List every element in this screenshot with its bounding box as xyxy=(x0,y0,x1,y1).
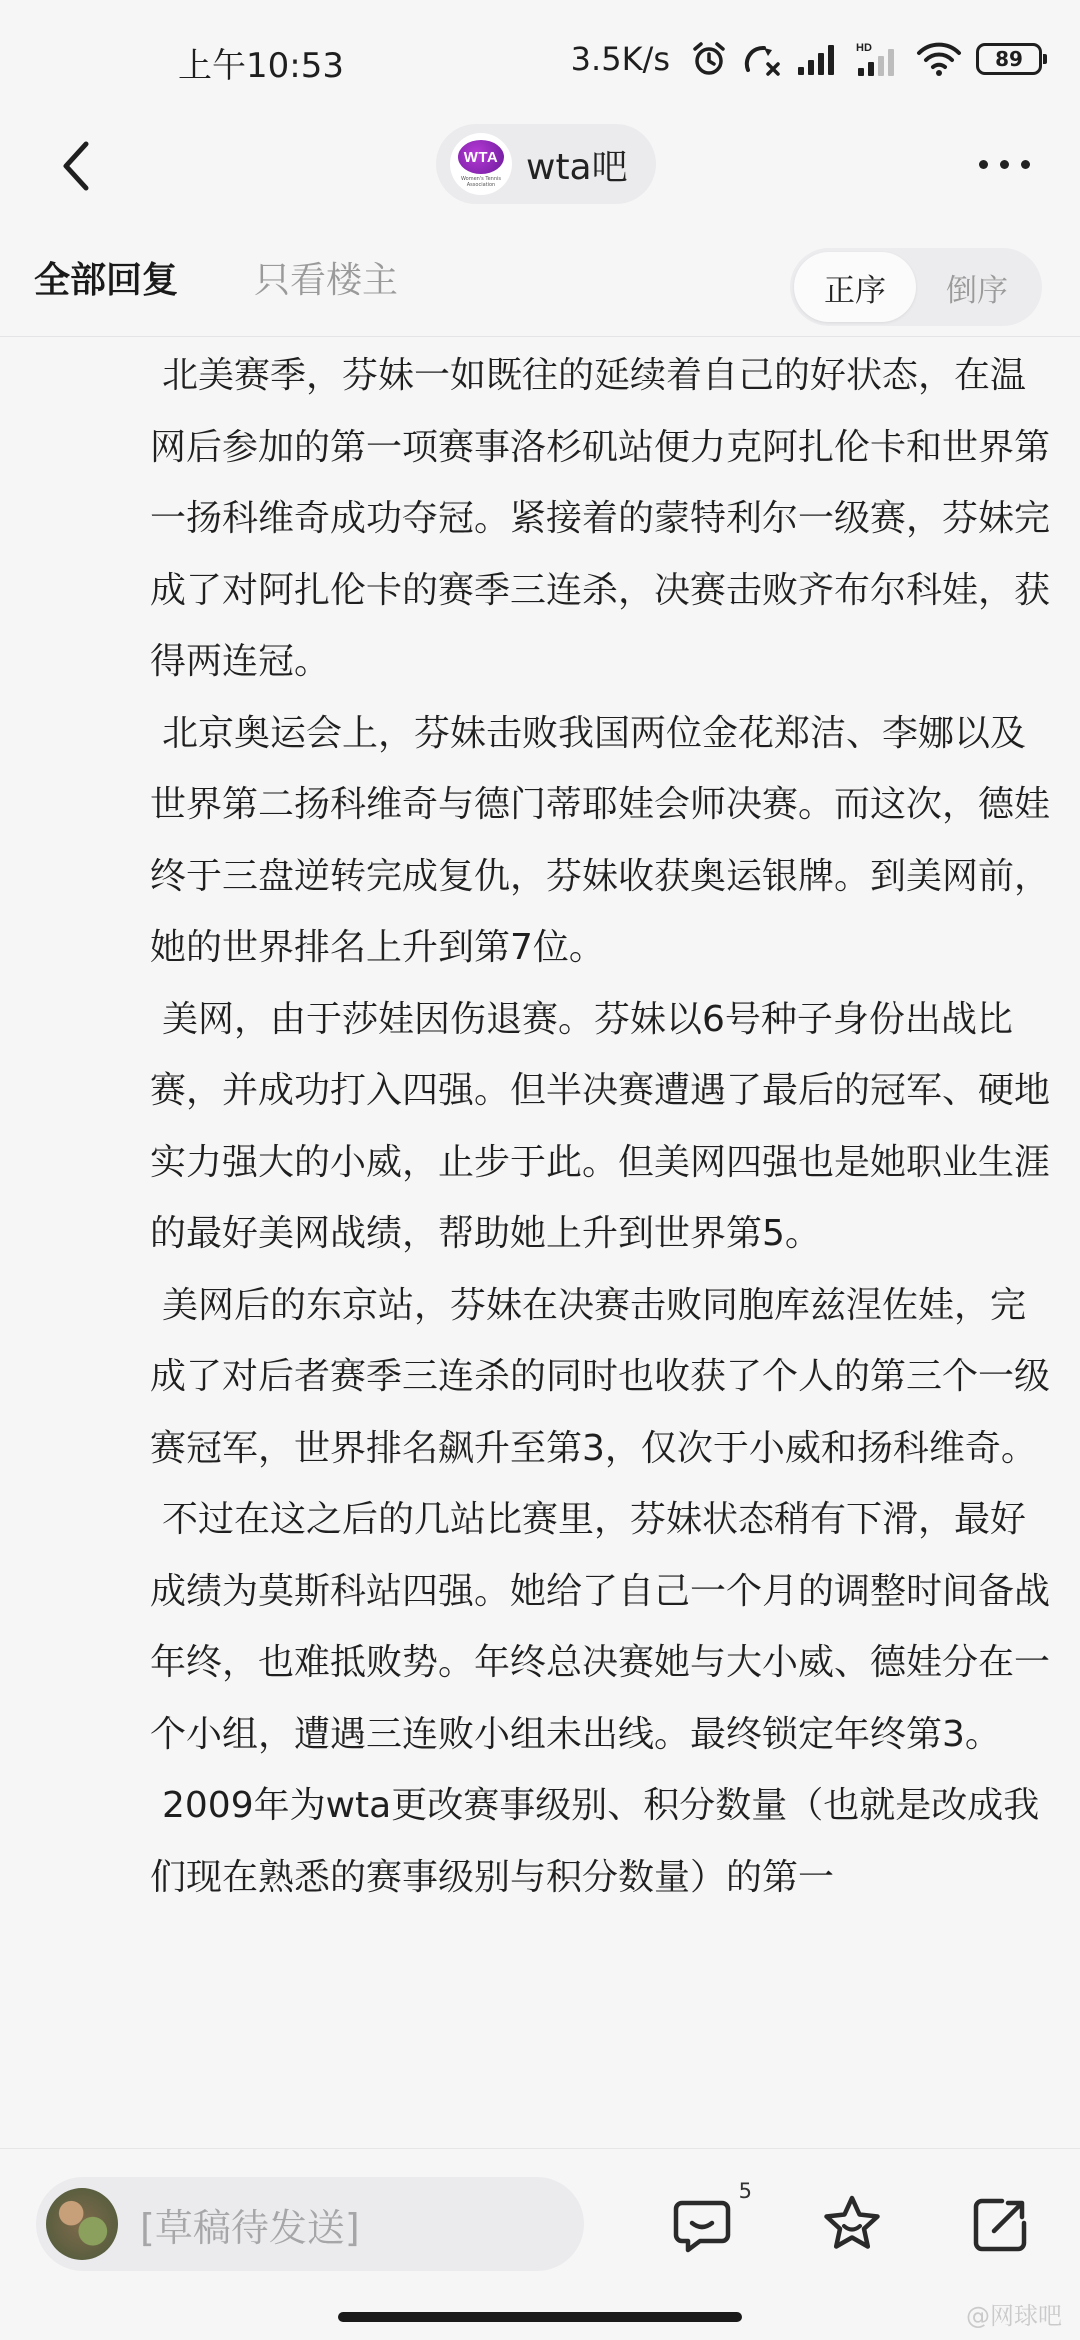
more-button[interactable] xyxy=(964,134,1044,194)
post-paragraph: 2009年为wta更改赛事级别、积分数量（也就是改成我们现在熟悉的赛事级别与积分数量）的第一 xyxy=(150,1785,1040,1898)
hd-signal-icon xyxy=(856,40,902,78)
comment-button[interactable] xyxy=(666,2179,752,2261)
order-descending-button[interactable]: 倒序 xyxy=(946,272,1008,309)
tab-op-only[interactable]: 只看楼主 xyxy=(254,260,399,301)
status-icons xyxy=(571,34,1042,84)
avatar xyxy=(46,2188,118,2260)
more-dot xyxy=(1000,160,1009,169)
chevron-left-icon xyxy=(56,138,96,194)
post-paragraph: 北美赛季，芬妹一如既往的延续着自己的好状态，在温网后参加的第一项赛事洛杉矶站便力克阿扎伦卡和世界第一扬科维奇成功夺冠。紧接着的蒙特利尔一级赛，芬妹完成了对阿扎伦卡的赛季三连杀，决赛击败齐布尔科娃，获得两连冠。 xyxy=(150,355,1051,682)
order-toggle xyxy=(790,248,1042,326)
order-ascending-button[interactable]: 正序 xyxy=(794,252,916,322)
bottom-action-bar xyxy=(0,2148,1080,2299)
svg-text:HD: HD xyxy=(856,42,872,54)
post-paragraph: 不过在这之后的几站比赛里，芬妹状态稍有下滑，最好成绩为莫斯科站四强。她给了自己一个月的调整时间备战年终，也难抵败势。年终总决赛她与大小威、德娃分在一个小组，遭遇三连败小组未出线。最终锁定年终第3。 xyxy=(150,1499,1051,1755)
star-icon xyxy=(819,2192,885,2258)
more-dot xyxy=(979,160,988,169)
post-paragraph: 北京奥运会上，芬妹击败我国两位金花郑洁、李娜以及世界第二扬科维奇与德门蒂耶娃会师决赛。而这次，德娃终于三盘逆转完成复仇，芬妹收获奥运银牌。到美网前，她的世界排名上升到第7位。 xyxy=(150,712,1051,968)
reply-draft-input[interactable] xyxy=(36,2177,584,2271)
share-button[interactable] xyxy=(964,2189,1036,2261)
post-paragraph: 美网，由于莎娃因伤退赛。芬妹以6号种子身份出战比赛，并成功打入四强。但半决赛遭遇了最后的冠军、硬地实力强大的小威，止步于此。但美网四强也是她职业生涯的最好美网战绩，帮助她上升到世界第5。 xyxy=(150,998,1051,1254)
forum-logo xyxy=(450,133,512,195)
title-bar xyxy=(0,112,1080,230)
alarm-icon xyxy=(690,40,728,78)
share-icon xyxy=(968,2193,1032,2257)
network-speed: 3.5K/s xyxy=(570,40,670,78)
post-content xyxy=(150,340,1056,2130)
forum-logo-badge: WTA xyxy=(458,140,504,174)
back-button[interactable] xyxy=(36,126,116,206)
post-paragraph: 美网后的东京站，芬妹在决赛击败同胞库兹涅佐娃，完成了对后者赛季三连杀的同时也收获了个人的第三个一级赛冠军，世界排名飙升至第3，仅次于小威和扬科维奇。 xyxy=(150,1284,1051,1469)
forum-title-pill[interactable] xyxy=(436,124,656,204)
status-time: 上午10:53 xyxy=(178,46,344,86)
reply-filter-bar xyxy=(0,232,1080,337)
comment-count-badge: 5 xyxy=(738,2179,752,2203)
more-dot xyxy=(1021,160,1030,169)
battery-indicator: 89 xyxy=(976,43,1042,75)
no-sim-signal-icon xyxy=(742,40,782,78)
home-indicator[interactable] xyxy=(338,2312,742,2322)
watermark: @网球吧 xyxy=(966,2302,1062,2330)
status-bar xyxy=(0,0,1080,120)
signal-bars-icon xyxy=(796,41,842,77)
comment-icon xyxy=(670,2193,734,2257)
wifi-icon xyxy=(916,41,962,77)
forum-name: wta吧 xyxy=(526,146,628,188)
tab-all-replies[interactable]: 全部回复 xyxy=(34,260,179,301)
forum-logo-subtitle: Women's Tennis Association xyxy=(460,176,501,188)
favorite-button[interactable] xyxy=(816,2189,888,2261)
draft-placeholder: [草稿待发送] xyxy=(140,2205,360,2250)
